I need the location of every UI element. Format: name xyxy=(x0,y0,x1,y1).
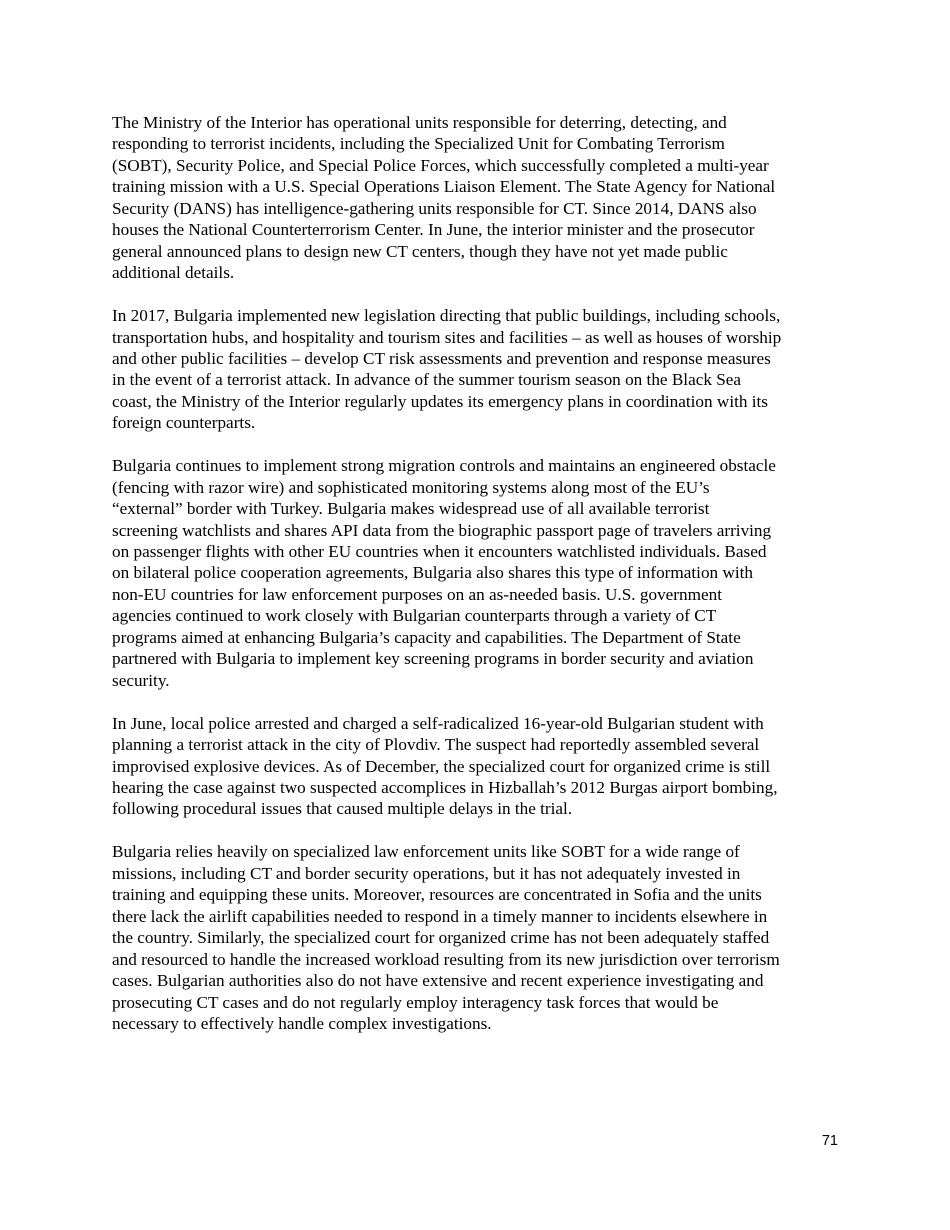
paragraph-line: “external” border with Turkey. Bulgaria makes widespread use of all available terrorist xyxy=(112,499,710,519)
paragraph-line: In 2017, Bulgaria implemented new legislation directing that public buildings, including schools, xyxy=(112,306,781,326)
paragraph-line: prosecuting CT cases and do not regularly employ interagency task forces that would be xyxy=(112,992,719,1012)
paragraph-line: training mission with a U.S. Special Operations Liaison Element. The State Agency for National xyxy=(112,177,776,197)
paragraph-line: Security (DANS) has intelligence-gathering units responsible for CT. Since 2014, DANS also xyxy=(112,198,757,218)
paragraph-line: hearing the case against two suspected accomplices in Hizballah’s 2012 Burgas airport bombing, xyxy=(112,778,778,797)
paragraph-line: programs aimed at enhancing Bulgaria’s capacity and capabilities. The Department of State xyxy=(112,627,741,647)
paragraph-line: the country. Similarly, the specialized court for organized crime has not been adequately staffed xyxy=(112,928,770,948)
paragraph-line: (SOBT), Security Police, and Special Police Forces, which successfully completed a multi-year xyxy=(112,155,769,175)
page-number: 71 xyxy=(821,1133,838,1149)
paragraph-line: general announced plans to design new CT centers, though they have not yet made public xyxy=(112,241,728,261)
paragraph-line: security. xyxy=(112,670,170,690)
paragraph-line: (fencing with razor wire) and sophisticated monitoring systems along most of the EU’s xyxy=(112,477,710,497)
paragraph-4 xyxy=(112,713,852,820)
paragraph-line: partnered with Bulgaria to implement key screening programs in border security and aviation xyxy=(112,649,754,669)
paragraph-line: responding to terrorist incidents, including the Specialized Unit for Combating Terrorism xyxy=(112,134,725,154)
paragraph-line: houses the National Counterterrorism Center. In June, the interior minister and the prosecutor xyxy=(112,220,755,240)
paragraph-line: following procedural issues that caused multiple delays in the trial. xyxy=(112,799,573,819)
paragraph-line: transportation hubs, and hospitality and tourism sites and facilities – as well as houses of worship xyxy=(112,327,782,347)
paragraph-line: agencies continued to work closely with Bulgarian counterparts through a variety of CT xyxy=(112,606,717,626)
paragraph-line: additional details. xyxy=(112,263,235,283)
paragraph-line: Bulgaria relies heavily on specialized law enforcement units like SOBT for a wide range of xyxy=(112,842,740,862)
paragraph-line: and other public facilities – develop CT risk assessments and prevention and response measures xyxy=(112,348,771,368)
paragraph-line: necessary to effectively handle complex investigations. xyxy=(112,1013,492,1033)
paragraph-line: Bulgaria continues to implement strong migration controls and maintains an engineered obstacle xyxy=(112,456,776,476)
paragraph-3 xyxy=(112,455,852,691)
paragraph-line: non-EU countries for law enforcement purposes on an as-needed basis. U.S. government xyxy=(112,584,722,604)
paragraph-line: in the event of a terrorist attack. In advance of the summer tourism season on the Black Sea xyxy=(112,370,742,390)
paragraph-line: In June, local police arrested and charged a self-radicalized 16-year-old Bulgarian student with xyxy=(112,713,764,733)
paragraph-5 xyxy=(112,841,852,1034)
paragraph-line: screening watchlists and shares API data from the biographic passport page of travelers arriving xyxy=(112,520,772,540)
document-body xyxy=(112,112,852,1056)
paragraph-line: there lack the airlift capabilities needed to respond in a timely manner to incidents elsewhere in xyxy=(112,906,768,926)
paragraph-line: The Ministry of the Interior has operational units responsible for deterring, detecting, and xyxy=(112,113,727,132)
paragraph-line: improvised explosive devices. As of December, the specialized court for organized crime is still xyxy=(112,756,771,776)
paragraph-2 xyxy=(112,305,852,434)
paragraph-line: and resourced to handle the increased workload resulting from its new jurisdiction over terrorism xyxy=(112,949,780,969)
paragraph-1 xyxy=(112,112,852,284)
paragraph-line: planning a terrorist attack in the city of Plovdiv. The suspect had reportedly assembled several xyxy=(112,735,760,755)
paragraph-line: foreign counterparts. xyxy=(112,413,256,433)
paragraph-line: on bilateral police cooperation agreements, Bulgaria also shares this type of information with xyxy=(112,563,753,583)
paragraph-line: training and equipping these units. Moreover, resources are concentrated in Sofia and the units xyxy=(112,885,762,905)
paragraph-line: coast, the Ministry of the Interior regularly updates its emergency plans in coordination with its xyxy=(112,391,768,411)
paragraph-line: missions, including CT and border security operations, but it has not adequately invested in xyxy=(112,863,741,883)
paragraph-line: on passenger flights with other EU countries when it encounters watchlisted individuals. Based xyxy=(112,542,767,562)
paragraph-line: cases. Bulgarian authorities also do not have extensive and recent experience investigating and xyxy=(112,971,764,991)
